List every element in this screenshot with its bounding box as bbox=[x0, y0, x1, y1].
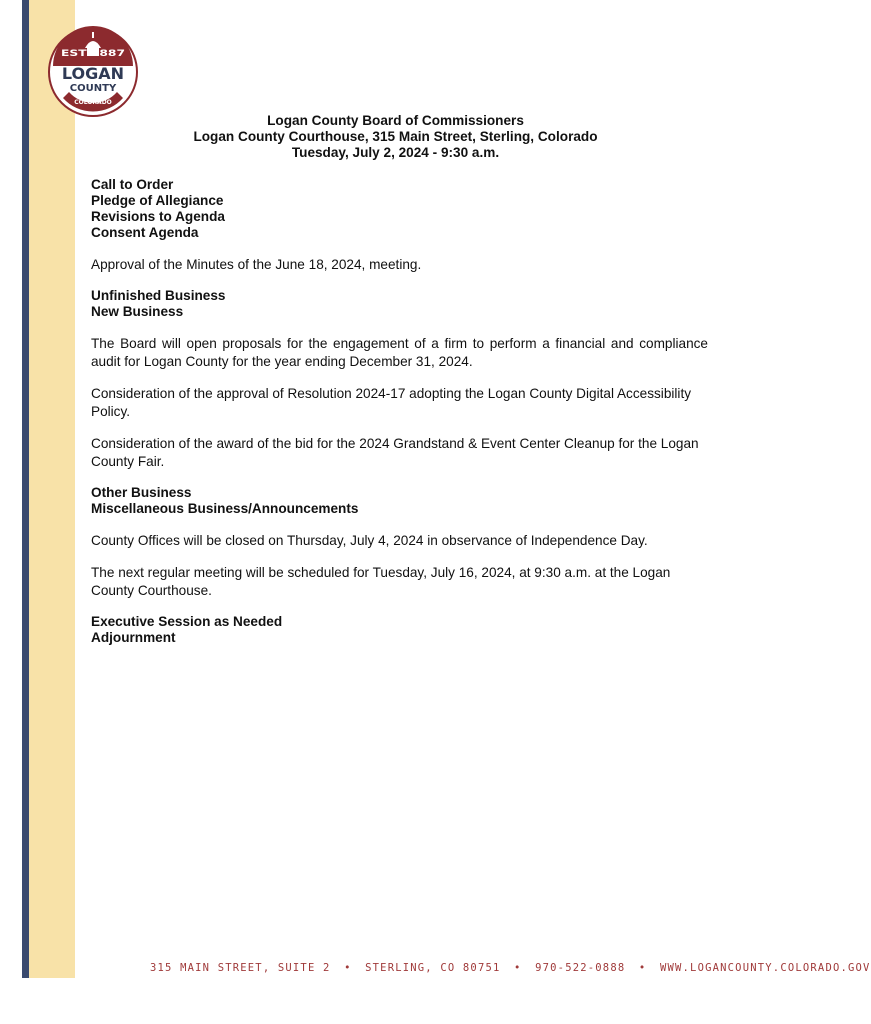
new-business-item-resolution: Consideration of the approval of Resolution 2024-17 adopting the Logan County Digital Accessibility Policy. bbox=[91, 386, 692, 419]
opening-items bbox=[91, 177, 708, 241]
agenda-header bbox=[83, 113, 708, 161]
agenda-heading-other-business: Other Business bbox=[91, 485, 192, 500]
seal-est-text: EST 1887 bbox=[61, 49, 125, 59]
footer-phone: 970-522-0888 bbox=[535, 962, 626, 974]
seal-name-line2: COUNTY bbox=[69, 83, 117, 94]
footer-website: WWW.LOGANCOUNTY.COLORADO.GOV bbox=[659, 962, 871, 974]
logan-county-seal-logo bbox=[47, 26, 139, 118]
consent-agenda-item: Approval of the Minutes of the June 18, 2024, meeting. bbox=[91, 257, 422, 272]
agenda-document bbox=[91, 113, 708, 661]
new-business-item-bid: Consideration of the award of the bid for the 2024 Grandstand & Event Center Cleanup for the Logan County Fair. bbox=[91, 436, 699, 469]
board-title: Logan County Board of Commissioners bbox=[267, 113, 524, 128]
agenda-heading-unfinished-business: Unfinished Business bbox=[91, 288, 226, 303]
left-border-stripe bbox=[22, 0, 29, 978]
announcement-next-meeting: The next regular meeting will be scheduled for Tuesday, July 16, 2024, at 9:30 a.m. at the Logan County Courthouse. bbox=[91, 565, 671, 598]
agenda-heading-new-business: New Business bbox=[91, 304, 184, 319]
business-headings bbox=[91, 288, 708, 320]
announcement-office-closure: County Offices will be closed on Thursday, July 4, 2024 in observance of Independence Day. bbox=[91, 533, 648, 548]
footer-separator: • bbox=[638, 962, 647, 974]
meeting-location: Logan County Courthouse, 315 Main Street, Sterling, Colorado bbox=[193, 129, 598, 144]
agenda-heading-adjournment: Adjournment bbox=[91, 630, 176, 645]
footer-city: STERLING, CO 80751 bbox=[365, 962, 501, 974]
agenda-heading-consent: Consent Agenda bbox=[91, 225, 199, 240]
agenda-heading-call-to-order: Call to Order bbox=[91, 177, 174, 192]
agenda-heading-pledge: Pledge of Allegiance bbox=[91, 193, 224, 208]
meeting-datetime: Tuesday, July 2, 2024 - 9:30 a.m. bbox=[291, 145, 500, 160]
seal-state-text: COLORADO bbox=[74, 99, 112, 106]
closing-headings bbox=[91, 614, 708, 646]
letterhead-footer bbox=[150, 962, 871, 974]
agenda-heading-executive-session: Executive Session as Needed bbox=[91, 614, 283, 629]
seal-name-line1: LOGAN bbox=[61, 64, 125, 83]
footer-separator: • bbox=[514, 962, 522, 974]
other-headings bbox=[91, 485, 708, 517]
left-accent-stripe bbox=[29, 0, 75, 978]
footer-separator: • bbox=[344, 962, 352, 974]
footer-address: 315 MAIN STREET, SUITE 2 bbox=[150, 962, 331, 974]
new-business-item-audit: The Board will open proposals for the engagement of a firm to perform a financial and compliance audit for Logan County for the year ending December 31, 2024. bbox=[91, 336, 708, 369]
agenda-heading-announcements: Miscellaneous Business/Announcements bbox=[91, 501, 359, 516]
agenda-heading-revisions: Revisions to Agenda bbox=[91, 209, 225, 224]
